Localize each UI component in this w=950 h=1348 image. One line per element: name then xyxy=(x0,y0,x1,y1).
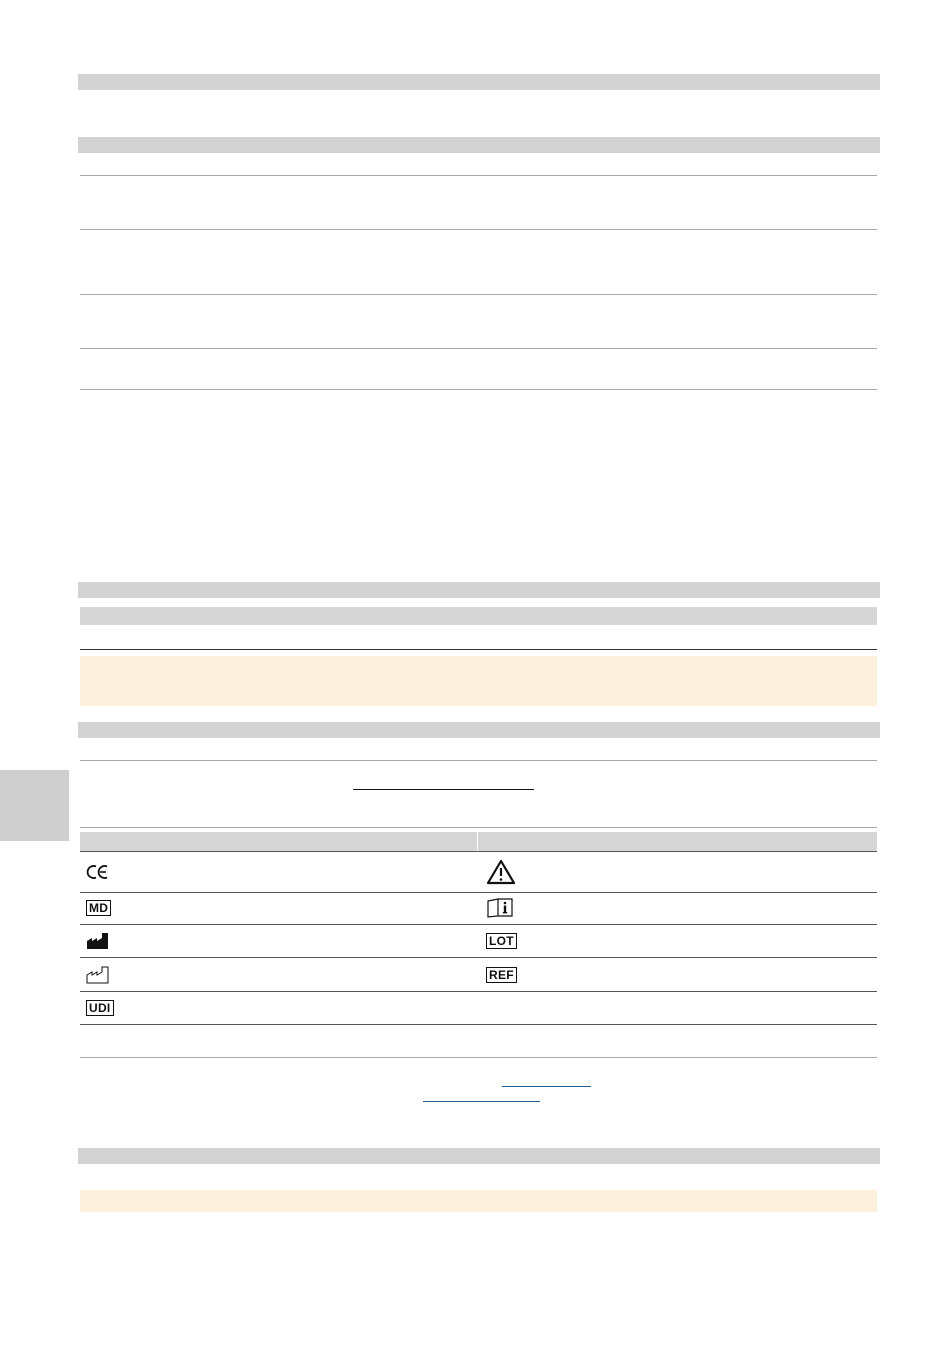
table-row xyxy=(80,851,877,893)
chapter-side-tab xyxy=(0,770,69,841)
section-header-bar-3 xyxy=(78,582,880,598)
table-row xyxy=(80,925,877,958)
ce-mark-icon xyxy=(86,864,110,880)
symbol-cell xyxy=(86,992,114,1024)
hyperlink-underline[interactable] xyxy=(502,1086,591,1087)
table-row-divider xyxy=(80,760,877,761)
note-box xyxy=(80,1190,877,1212)
section-header-bar-1 xyxy=(78,74,880,90)
warning-triangle-icon xyxy=(486,859,516,885)
table-row xyxy=(80,958,877,992)
symbol-cell xyxy=(486,852,516,892)
note-top-rule xyxy=(80,649,877,650)
note-box xyxy=(80,656,877,706)
md-box-icon: MD xyxy=(86,900,111,916)
symbol-cell xyxy=(486,925,517,957)
table-row-divider xyxy=(80,348,877,349)
symbol-cell xyxy=(86,925,110,957)
table-row xyxy=(80,992,877,1025)
table-row-divider xyxy=(80,175,877,176)
header-divider xyxy=(477,832,478,851)
date-of-manufacture-icon xyxy=(86,966,110,984)
table-row-divider xyxy=(80,294,877,295)
manufacturer-icon xyxy=(86,932,110,950)
table-row-divider xyxy=(80,229,877,230)
table-row xyxy=(80,892,877,925)
lot-box-icon: LOT xyxy=(486,933,517,949)
subsection-header-bar xyxy=(80,607,877,625)
symbols-table-header xyxy=(80,832,877,851)
udi-box-icon: UDI xyxy=(86,1000,114,1016)
symbol-cell xyxy=(86,852,110,892)
underlined-link[interactable] xyxy=(353,789,534,790)
section-header-bar-4 xyxy=(78,722,880,738)
hyperlink-underline[interactable] xyxy=(423,1101,540,1102)
symbol-cell xyxy=(486,958,517,991)
section-header-bar-2 xyxy=(78,137,880,153)
instructions-info-icon xyxy=(486,898,514,918)
table-row-divider xyxy=(80,827,877,828)
table-row-divider xyxy=(80,1057,877,1058)
symbol-cell xyxy=(86,958,110,991)
symbol-cell xyxy=(86,892,111,924)
ref-box-icon: REF xyxy=(486,967,517,983)
section-header-bar-5 xyxy=(78,1148,880,1164)
symbol-cell xyxy=(486,892,514,924)
table-row-divider xyxy=(80,389,877,390)
